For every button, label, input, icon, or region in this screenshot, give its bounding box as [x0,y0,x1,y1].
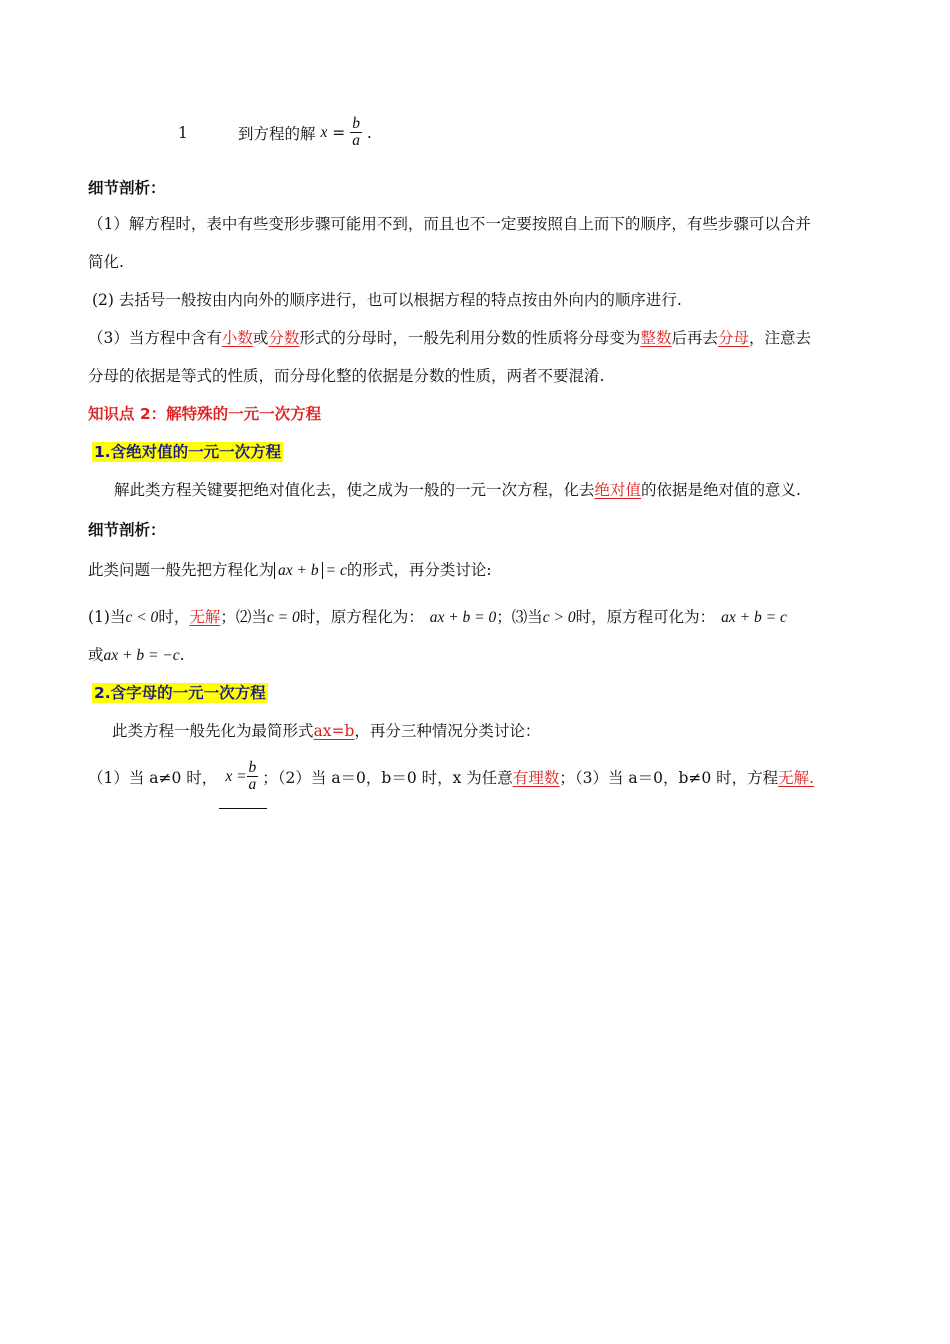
p3-xiaoshu: 小数 [221,329,253,347]
fraction-b-over-a [350,116,362,150]
d2-l2-p5: ；⑶当 [496,608,543,626]
sec2-case-p3: ；（3）当 a＝0，b≠0 时，方程 [559,768,779,787]
d2-l1-a: 此类问题一般先把方程化为 [88,561,275,579]
p3-text-b: 或 [252,329,269,347]
sec2-case-x: x = [225,767,247,785]
d2-l1-eq: = c [325,562,347,579]
section-2-title-text: 2.含字母的一元一次方程 [94,684,266,702]
section-2-cases [88,760,814,794]
sec1-body-a: 解此类方程关键要把绝对值化去，使之成为一般的一元一次方程，化去 [114,481,595,499]
sec2-fraction [247,760,259,794]
d2-l2-c1: c < 0 [125,609,159,626]
section-1-title-text: 1.含绝对值的一元一次方程 [94,443,282,461]
footnote-marker: 1 [178,124,188,142]
detail1-p1-line1: （1）解方程时，表中有些变形步骤可能用不到，而且也不一定要按照自上而下的顺序，有些步骤可以合并 [88,215,811,233]
detail2-line3 [88,643,185,665]
equals-sign: = [332,123,346,142]
sec2-intro-a: 此类方程一般先化为最简形式 [112,722,314,740]
d2-l2-p1: (1)当 [88,608,126,626]
sec2-case-p1: （1）当 a≠0 时， [88,768,218,787]
answer-blank-underline [219,808,267,809]
abs-expression: ax + b [274,562,323,579]
section-2-intro [112,719,540,741]
detail-heading-1: 细节剖析： [88,179,166,197]
d2-l2-c2: c = 0 [266,609,300,626]
detail2-line2 [88,605,787,627]
detail2-line1 [88,558,492,580]
sec2-intro-red: ax=b [313,722,355,740]
p3-text-d: 后再去 [671,329,718,347]
solution-prefix: 到方程的解 [238,124,316,143]
sec2-case-p2: ；（2）当 a＝0，b＝0 时，x 为任意 [262,768,513,787]
d2-l3-end: . [179,646,185,664]
fraction-denominator: a [352,132,360,150]
p3-text-e: ，注意去 [748,329,811,347]
d2-l3-eq: ax + b = −c [103,647,180,664]
p3-zhengshu: 整数 [640,329,672,347]
sec2-fraction-numerator: b [248,759,257,776]
section-1-title [92,440,283,462]
fraction-numerator: b [352,115,360,132]
section-1-body [114,478,801,500]
detail1-p3-line2: 分母的依据是等式的性质，而分母化整的依据是分数的性质，两者不要混淆. [88,367,605,385]
d2-l2-p4: 时，原方程化为： [299,608,424,626]
sec2-fraction-denominator: a [248,776,257,794]
period: . [366,123,372,142]
detail1-p1-line2: 简化. [88,253,124,271]
sec1-body-red: 绝对值 [594,481,642,499]
d2-l2-p6: 时，原方程可化为： [575,608,716,626]
sec2-case-red1: 有理数 [512,768,560,787]
d2-l2-p2: 时， [158,608,190,626]
detail1-p2: (2) 去括号一般按由内向外的顺序进行，也可以根据方程的特点按由外向内的顺序进行. [92,291,682,309]
d2-l2-wujie: 无解 [189,608,221,626]
d2-l2-c3: c > 0 [542,609,576,626]
var-x: x [320,123,328,141]
p3-fenmu: 分母 [717,329,749,347]
detail-heading-2: 细节剖析： [88,521,166,539]
solution-line [238,116,372,150]
d2-l2-eq2: ax + b = c [721,609,787,626]
sec2-case-red2: 无解. [778,768,815,787]
d2-l3-p: 或 [88,646,104,664]
d2-l1-b: 的形式，再分类讨论: [346,561,492,579]
d2-l2-p3: ；⑵当 [220,608,267,626]
p3-fenshu: 分数 [268,329,300,347]
sec2-intro-b: ，再分三种情况分类讨论： [354,722,541,740]
d2-l2-eq1: ax + b = 0 [429,609,497,626]
knowledge-point-2-title: 知识点 2：解特殊的一元一次方程 [88,405,322,423]
detail1-p3-line1 [88,326,811,348]
section-2-title [92,681,268,703]
sec1-body-b: 的依据是绝对值的意义. [641,481,801,499]
p3-text-c: 形式的分母时，一般先利用分数的性质将分母变为 [299,329,641,347]
p3-text-a: （3）当方程中含有 [88,329,222,347]
